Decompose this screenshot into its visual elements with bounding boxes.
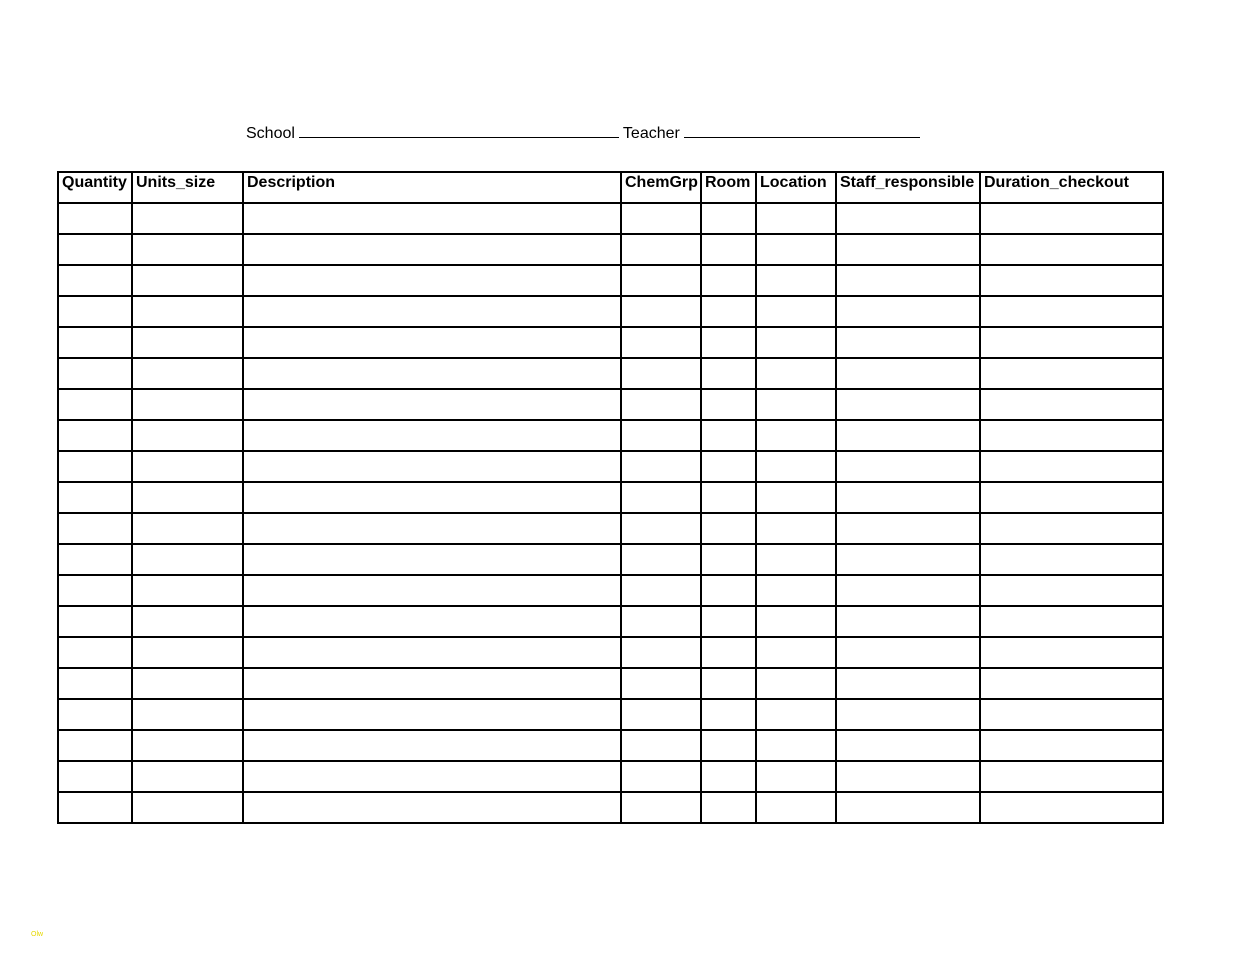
table-cell[interactable] [132,730,243,761]
table-cell[interactable] [756,606,836,637]
table-cell[interactable] [756,296,836,327]
table-cell[interactable] [701,265,756,296]
table-cell[interactable] [756,699,836,730]
table-cell[interactable] [980,792,1163,823]
column-header-description: Description [243,172,621,203]
table-row [58,420,1163,451]
table-cell[interactable] [836,358,980,389]
table-cell[interactable] [58,606,132,637]
table-row [58,327,1163,358]
table-cell[interactable] [243,575,621,606]
table-row [58,544,1163,575]
column-header-chemgrp: ChemGrp [621,172,701,203]
table-cell[interactable] [701,389,756,420]
table-cell[interactable] [58,761,132,792]
table-row [58,234,1163,265]
table-cell[interactable] [621,234,701,265]
table-cell[interactable] [980,234,1163,265]
table-cell[interactable] [132,234,243,265]
table-cell[interactable] [621,482,701,513]
table-cell[interactable] [621,699,701,730]
form-header [246,121,924,144]
table-cell[interactable] [980,637,1163,668]
table-cell[interactable] [836,296,980,327]
column-header-quantity: Quantity [58,172,132,203]
table-cell[interactable] [243,513,621,544]
table-cell[interactable] [132,451,243,482]
table-cell[interactable] [980,575,1163,606]
table-cell[interactable] [58,668,132,699]
table-cell[interactable] [621,513,701,544]
table-row [58,451,1163,482]
table-cell[interactable] [701,606,756,637]
table-cell[interactable] [132,203,243,234]
table-row [58,513,1163,544]
table-cell[interactable] [836,606,980,637]
table-cell[interactable] [58,482,132,513]
table-cell[interactable] [701,451,756,482]
table-cell[interactable] [756,203,836,234]
table-cell[interactable] [980,358,1163,389]
table-cell[interactable] [243,420,621,451]
table-row [58,358,1163,389]
table-cell[interactable] [243,265,621,296]
table-cell[interactable] [980,327,1163,358]
table-row [58,637,1163,668]
table-cell[interactable] [243,668,621,699]
table-row [58,792,1163,823]
table-cell[interactable] [58,513,132,544]
inventory-table [57,171,1164,824]
school-field[interactable] [299,121,619,138]
table-cell[interactable] [836,699,980,730]
table-cell[interactable] [243,234,621,265]
table-cell[interactable] [621,575,701,606]
table-row [58,265,1163,296]
table-cell[interactable] [980,389,1163,420]
table-cell[interactable] [58,296,132,327]
table-cell[interactable] [243,482,621,513]
table-cell[interactable] [58,637,132,668]
table-cell[interactable] [621,203,701,234]
table-cell[interactable] [980,296,1163,327]
table-cell[interactable] [58,792,132,823]
table-cell[interactable] [980,203,1163,234]
table-cell[interactable] [701,482,756,513]
table-cell[interactable] [836,451,980,482]
table-cell[interactable] [756,575,836,606]
header-row [58,172,1163,203]
table-cell[interactable] [621,327,701,358]
table-cell[interactable] [756,761,836,792]
table-cell[interactable] [132,389,243,420]
table-cell[interactable] [980,668,1163,699]
table-cell[interactable] [980,606,1163,637]
table-row [58,575,1163,606]
table-cell[interactable] [132,699,243,730]
table-cell[interactable] [836,203,980,234]
table-cell[interactable] [58,327,132,358]
table-cell[interactable] [243,327,621,358]
table-cell[interactable] [243,606,621,637]
table-cell[interactable] [980,513,1163,544]
table-cell[interactable] [980,730,1163,761]
table-cell[interactable] [132,513,243,544]
table-cell[interactable] [132,637,243,668]
table-cell[interactable] [980,482,1163,513]
table-cell[interactable] [701,668,756,699]
table-cell[interactable] [701,575,756,606]
table-cell[interactable] [701,699,756,730]
table-cell[interactable] [756,792,836,823]
table-cell[interactable] [132,358,243,389]
table-cell[interactable] [836,730,980,761]
table-cell[interactable] [980,265,1163,296]
table-row [58,389,1163,420]
table-cell[interactable] [756,389,836,420]
table-cell[interactable] [58,234,132,265]
table-cell[interactable] [243,544,621,575]
table-cell[interactable] [132,668,243,699]
table-cell[interactable] [243,730,621,761]
table-cell[interactable] [58,389,132,420]
table-cell[interactable] [836,668,980,699]
table-cell[interactable] [980,451,1163,482]
table-cell[interactable] [756,327,836,358]
table-cell[interactable] [58,544,132,575]
table-cell[interactable] [58,265,132,296]
table-cell[interactable] [132,420,243,451]
table-row [58,606,1163,637]
table-cell[interactable] [243,699,621,730]
column-header-location: Location [756,172,836,203]
table-cell[interactable] [621,637,701,668]
table-cell[interactable] [756,544,836,575]
table-cell[interactable] [756,451,836,482]
table-row [58,482,1163,513]
table-cell[interactable] [243,296,621,327]
column-header-units-size: Units_size [132,172,243,203]
table-cell[interactable] [836,792,980,823]
table-cell[interactable] [701,792,756,823]
table-cell[interactable] [701,637,756,668]
table-cell[interactable] [58,699,132,730]
column-header-room: Room [701,172,756,203]
table-cell[interactable] [58,730,132,761]
table-cell[interactable] [58,451,132,482]
table-cell[interactable] [701,358,756,389]
footer-mark: Olw [31,931,44,938]
table-cell[interactable] [701,513,756,544]
table-cell[interactable] [836,234,980,265]
table-cell[interactable] [836,327,980,358]
table-cell[interactable] [701,420,756,451]
table-cell[interactable] [756,420,836,451]
table-cell[interactable] [621,451,701,482]
table-cell[interactable] [701,544,756,575]
table-cell[interactable] [701,296,756,327]
table-cell[interactable] [621,389,701,420]
table-cell[interactable] [132,792,243,823]
table-cell[interactable] [243,761,621,792]
table-cell[interactable] [756,234,836,265]
table-cell[interactable] [756,637,836,668]
table-cell[interactable] [621,544,701,575]
table-cell[interactable] [132,482,243,513]
table-cell[interactable] [980,761,1163,792]
table-cell[interactable] [980,544,1163,575]
table-cell[interactable] [756,358,836,389]
school-label: School [246,125,295,142]
table-row [58,699,1163,730]
table-cell[interactable] [836,482,980,513]
table-cell[interactable] [980,699,1163,730]
table-cell[interactable] [132,606,243,637]
table-row [58,668,1163,699]
table-cell[interactable] [132,575,243,606]
table-cell[interactable] [243,637,621,668]
table-cell[interactable] [621,420,701,451]
table-cell[interactable] [836,637,980,668]
table-cell[interactable] [621,358,701,389]
table-cell[interactable] [621,730,701,761]
table-cell[interactable] [58,358,132,389]
table-cell[interactable] [132,327,243,358]
table-cell[interactable] [58,420,132,451]
table-cell[interactable] [980,420,1163,451]
table-row [58,203,1163,234]
table-cell[interactable] [836,389,980,420]
table-cell[interactable] [243,792,621,823]
table-cell[interactable] [836,420,980,451]
table-cell[interactable] [132,761,243,792]
column-header-staff-responsible: Staff_responsible [836,172,980,203]
table-cell[interactable] [243,358,621,389]
table-cell[interactable] [836,265,980,296]
table-row [58,730,1163,761]
table-cell[interactable] [621,606,701,637]
table-cell[interactable] [836,513,980,544]
table-cell[interactable] [836,544,980,575]
table-cell[interactable] [243,451,621,482]
teacher-field[interactable] [684,121,920,138]
table-cell[interactable] [621,265,701,296]
table-row [58,761,1163,792]
table-cell[interactable] [701,730,756,761]
table-cell[interactable] [621,668,701,699]
table-cell[interactable] [701,203,756,234]
table-cell[interactable] [243,389,621,420]
table-cell[interactable] [756,730,836,761]
table-cell[interactable] [132,544,243,575]
table-cell[interactable] [756,668,836,699]
table-cell[interactable] [243,203,621,234]
table-cell[interactable] [621,792,701,823]
table-body [58,203,1163,823]
table-cell[interactable] [756,482,836,513]
table-row [58,296,1163,327]
column-header-duration-checkout: Duration_checkout [980,172,1163,203]
table-cell[interactable] [836,575,980,606]
table-cell[interactable] [836,761,980,792]
table-cell[interactable] [701,234,756,265]
table-cell[interactable] [621,296,701,327]
table-cell[interactable] [132,265,243,296]
teacher-label: Teacher [622,125,680,142]
table-cell[interactable] [58,575,132,606]
table-cell[interactable] [756,513,836,544]
table-cell[interactable] [701,327,756,358]
table-cell[interactable] [701,761,756,792]
table-cell[interactable] [621,761,701,792]
table-cell[interactable] [58,203,132,234]
table-cell[interactable] [132,296,243,327]
table-cell[interactable] [756,265,836,296]
